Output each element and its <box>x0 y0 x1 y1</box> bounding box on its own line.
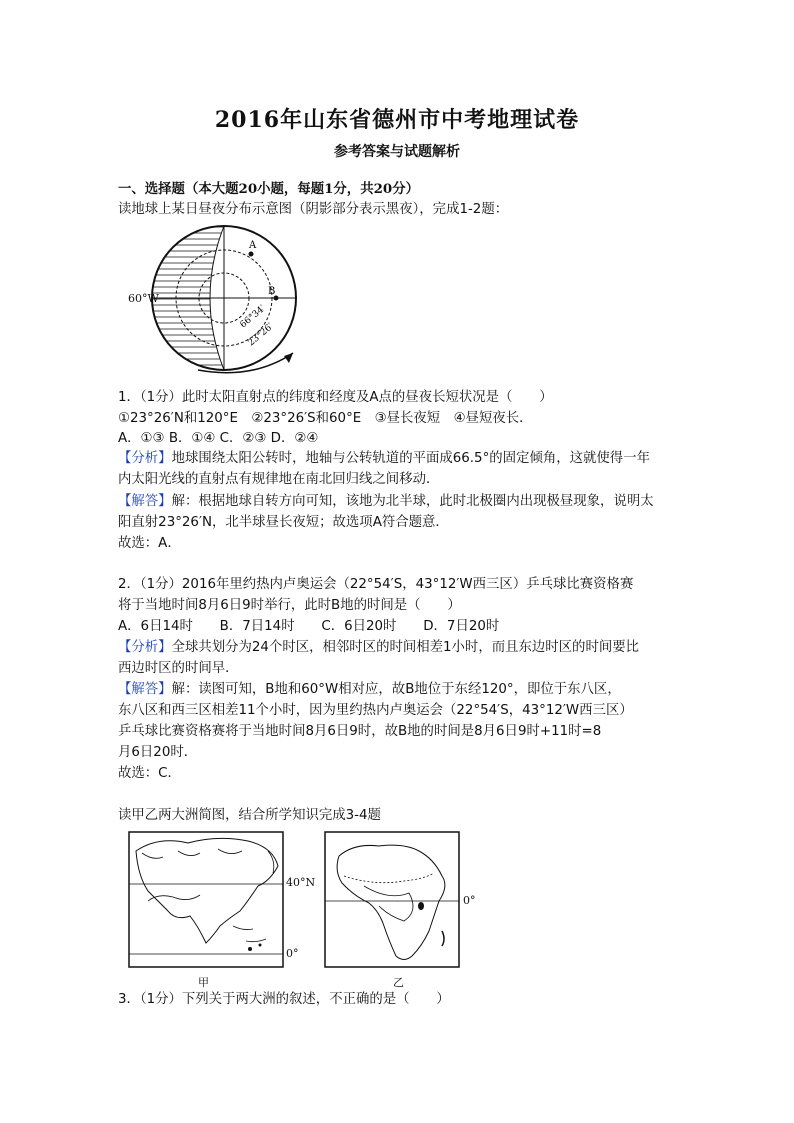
q2-answer-2: 东八区和西三区相差11个小时，因为里约热内卢奥运会（22°54′S，43°12′W西三区） <box>118 703 633 718</box>
label-lat-1: 66°34′ <box>238 303 268 331</box>
section-heading: 一、选择题（本大题20小题，每题1分，共20分） <box>118 181 420 197</box>
q1-analysis-2: 内太阳光线的直射点有规律地在南北回归线之间移动． <box>118 472 440 487</box>
q1-analysis-1: 【分析】地球围绕太阳公转时，地轴与公转轨道的平面成66.5°的固定倾角，这就使得一年 <box>118 451 650 466</box>
africa-map-figure <box>324 831 464 971</box>
q2-answer-3: 乒乓球比赛资格赛将于当地时间8月6日9时，故B地的时间是8月6日9时+11时=8 <box>118 724 602 739</box>
q2-analysis-1: 【分析】全球共划分为24个时区，相邻时区的时间相差1小时，而且东边时区的时间要比 <box>118 640 640 655</box>
q2-answer-4: 月6日20时． <box>118 745 198 760</box>
answer-tag: 【解答】 <box>118 494 172 509</box>
point-a <box>249 252 254 257</box>
q2-stem-1: 2．（1分）2016年里约热内卢奥运会（22°54′S，43°12′W西三区）乒乓球比赛资格赛 <box>118 577 634 592</box>
page-title: 2016年山东省德州市中考地理试卷 <box>214 107 580 133</box>
q1-stem: 1．（1分）此时太阳直射点的纬度和经度及A点的昼夜长短状况是（ ） <box>118 390 553 405</box>
label-b: B <box>268 286 276 297</box>
answer-tag: 【解答】 <box>118 682 172 697</box>
q1-choice: 故选：A． <box>118 536 181 551</box>
q1-answer-2: 阳直射23°26′N，北半球昼长夜短；故选项A符合题意． <box>118 515 449 530</box>
q2-analysis-2: 西边时区的时间早． <box>118 661 239 676</box>
analysis-tag: 【分析】 <box>118 640 172 655</box>
q1-options-2: A．①③ B．①④ C．②③ D．②④ <box>118 431 319 446</box>
label-a: A <box>249 240 257 251</box>
q2-choice: 故选：C． <box>118 766 181 781</box>
q2-answer-1: 【解答】解：读图可知，B地和60°W相对应，故B地位于东经120°，即位于东八区， <box>118 682 621 697</box>
caption-right: 乙 <box>393 976 404 989</box>
q3-stem: 3．（1分）下列关于两大洲的叙述，不正确的是（ ） <box>118 992 450 1007</box>
q1-answer-1: 【解答】解：根据地球自转方向可知，该地为北半球，此时北极圈内出现极昼现象，说明太 <box>118 494 654 509</box>
caption-left: 甲 <box>198 976 209 989</box>
q2-stem-2: 将于当地时间8月6日9时举行，此时B地的时间是（ ） <box>118 598 461 613</box>
asia-map-figure <box>128 831 288 971</box>
label-0-right: 0° <box>463 894 476 907</box>
intro-text-2: 读甲乙两大洲简图，结合所学知识完成3-4题 <box>118 808 381 823</box>
label-lat-2: 23°26′ <box>246 321 276 349</box>
intro-text-1: 读地球上某日昼夜分布示意图（阴影部分表示黑夜），完成1-2题： <box>118 202 509 217</box>
q2-options: A．6日14时 B．7日14时 C．6日20时 D．7日20时 <box>118 619 500 634</box>
analysis-tag: 【分析】 <box>118 451 172 466</box>
label-0-left: 0° <box>286 947 299 960</box>
label-60w-text: 60°W <box>128 292 159 305</box>
label-40n: 40°N <box>286 876 316 889</box>
q1-options-1: ①23°26′N和120°E ②23°26′S和60°E ③昼长夜短 ④昼短夜长． <box>118 411 533 426</box>
page-subtitle: 参考答案与试题解析 <box>334 144 460 160</box>
